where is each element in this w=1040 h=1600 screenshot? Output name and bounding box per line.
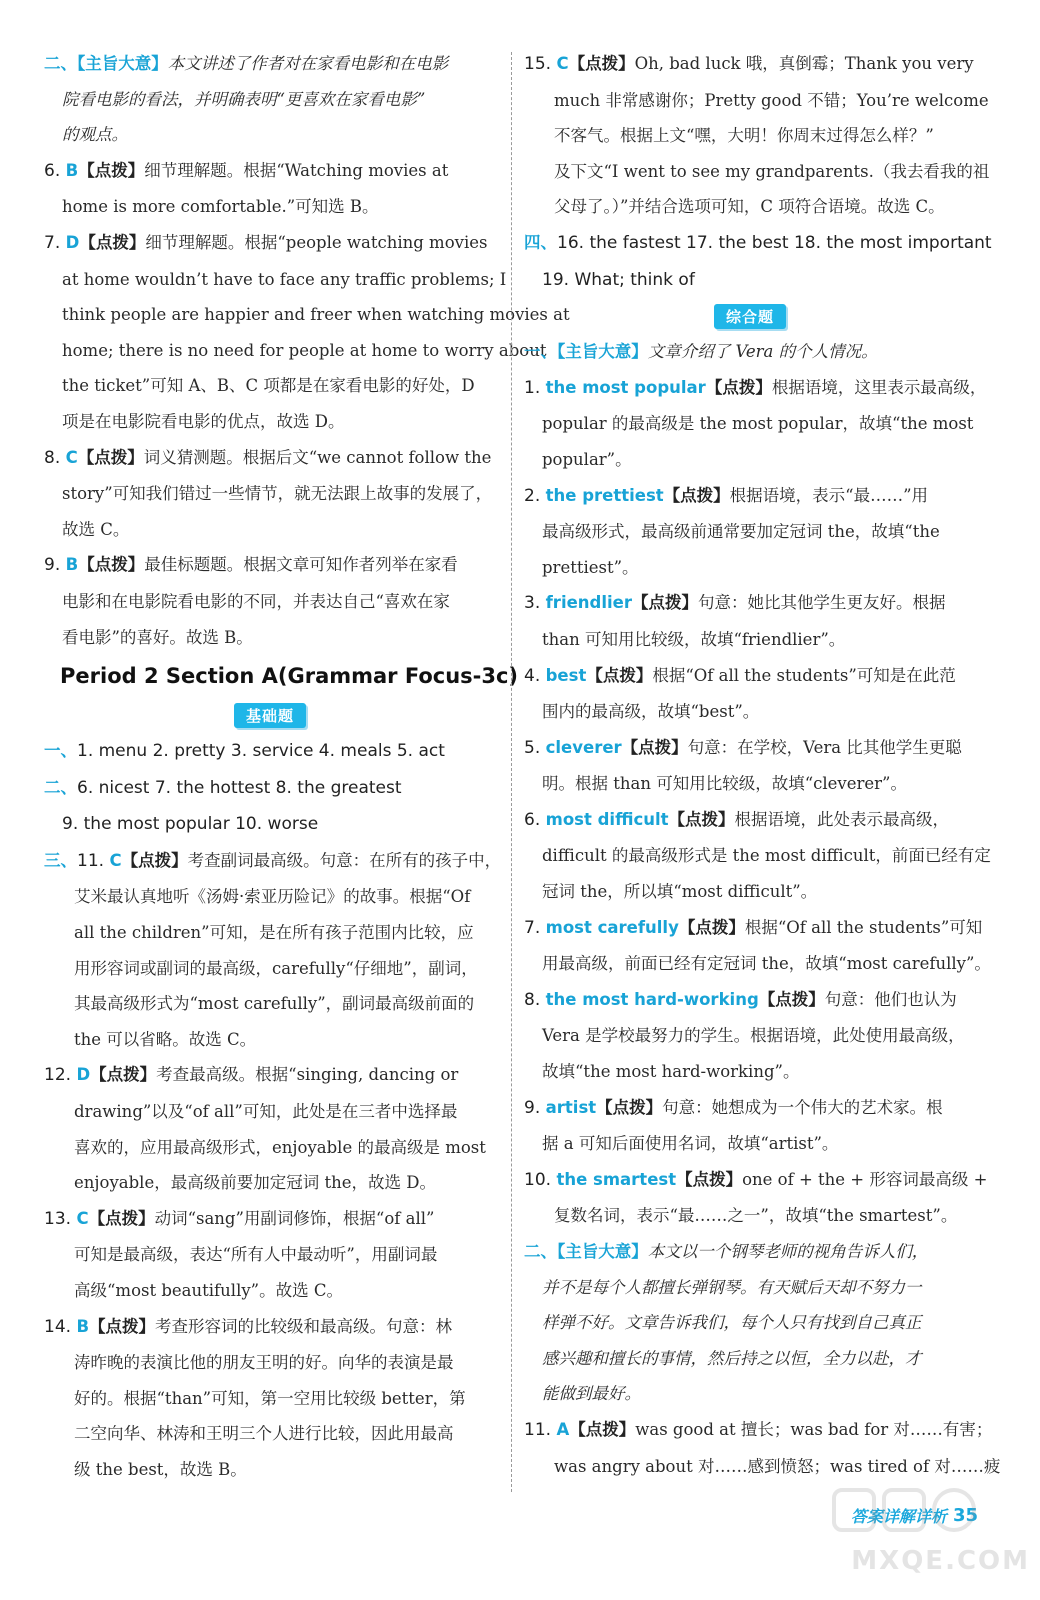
text-line <box>44 620 496 656</box>
text-span: home; there is no need for people at home to worry about <box>62 340 547 360</box>
text-span: home is more comfortable.”可知选 B。 <box>62 197 379 217</box>
text-line <box>524 694 976 730</box>
hint-label: 【点拨】 <box>88 1208 155 1228</box>
text-line <box>524 550 976 586</box>
text-line <box>524 83 989 119</box>
answer-key: B <box>76 1316 90 1336</box>
answer-key: friendlier <box>545 593 632 613</box>
text-line <box>44 1057 496 1094</box>
text-span: 动词“sang”用副词修饰，根据“of all” <box>154 1208 435 1228</box>
text-span: 6. <box>44 160 66 181</box>
text-span: 1. <box>524 377 546 398</box>
answer-key: 二、【主旨大意】 <box>44 54 168 73</box>
hint-label: 【点拨】 <box>79 232 146 252</box>
text-line <box>524 622 976 658</box>
text-span: at home wouldn’t have to face any traffic problems; I <box>62 269 507 289</box>
text-line <box>44 1022 496 1058</box>
text-line <box>44 1094 496 1130</box>
answer-key: the most hard-working <box>545 989 759 1009</box>
text-span: 涛昨晚的表演比他的朋友王明的好。向华的表演是最 <box>74 1353 454 1373</box>
text-span: was good at 擅长；was bad for 对……有害； <box>635 1419 993 1439</box>
section-badge: 综合题 <box>714 304 786 329</box>
text-span: 文章介绍了 Vera 的个人情况。 <box>647 342 878 362</box>
text-line <box>524 262 976 299</box>
text-line <box>524 1270 976 1306</box>
text-span: 围内的最高级，故填“best”。 <box>542 702 760 722</box>
text-span: 考查副词最高级。句意：在所有的孩子中， <box>187 850 502 870</box>
text-span: than 可知用比较级，故填“friendlier”。 <box>542 629 846 649</box>
answer-key: C <box>76 1208 89 1228</box>
text-line <box>44 1237 496 1273</box>
text-span: 用最高级，前面已经有定冠词 the，故填“most carefully”。 <box>542 954 991 974</box>
text-span: 11. <box>524 1419 557 1440</box>
text-span: 不客气。根据上文“嘿，大明！你周末过得怎么样？” <box>554 126 934 146</box>
text-span: 好的。根据“than”可知，第一空用比较级 better，第 <box>74 1388 466 1408</box>
text-line <box>524 585 976 622</box>
text-span: 句意：在学校，Vera 比其他学生更聪 <box>687 737 962 757</box>
hint-label: 【点拨】 <box>89 1316 156 1336</box>
text-line <box>524 946 991 982</box>
footer-label: 答案详解详析 <box>850 1507 947 1526</box>
text-line <box>44 915 496 951</box>
hint-label: 【点拨】 <box>78 160 145 180</box>
hint-label: 【点拨】 <box>631 593 698 613</box>
text-line <box>524 1018 976 1054</box>
text-span: 9. <box>44 555 66 576</box>
text-line <box>44 843 502 880</box>
text-line <box>44 879 496 915</box>
text-span: Period 2 Section A(Grammar Focus-3c) <box>60 664 519 689</box>
watermark-logo-icon <box>830 1482 980 1542</box>
hint-label: 【点拨】 <box>621 737 688 757</box>
answer-key: the smartest <box>556 1169 677 1189</box>
text-span: 本文讲述了作者对在家看电影和在电影 <box>167 54 449 73</box>
text-span: 11. <box>77 850 110 871</box>
text-span: 故填“the most hard-working”。 <box>542 1062 800 1082</box>
text-span: 9. the most popular 10. worse <box>62 814 319 835</box>
text-span: one of + the + 形容词最高级 + <box>742 1169 988 1189</box>
text-span: 细节理解题。根据“Watching movies at <box>144 160 449 180</box>
text-span: 艾米最认真地听《汤姆·索亚历险记》的故事。根据“Of <box>74 887 471 907</box>
text-span: 考查形容词的比较级和最高级。句意：林 <box>155 1316 453 1336</box>
text-span: 冠词 the，所以填“most difficult”。 <box>542 882 818 902</box>
text-span: 根据语境，这里表示最高级， <box>771 377 987 397</box>
text-line <box>44 46 496 82</box>
text-line <box>44 547 496 584</box>
text-span: popular”。 <box>542 449 632 469</box>
text-span: 用形容词或副词的最高级，carefully“仔细地”，副词， <box>74 958 478 978</box>
text-line <box>44 1273 496 1309</box>
hint-label: 【点拨】 <box>668 809 735 829</box>
text-span: enjoyable，最高级前要加定冠词 the，故选 D。 <box>74 1173 436 1193</box>
answer-key: C <box>109 850 122 870</box>
text-line <box>44 1130 496 1166</box>
answer-key: artist <box>545 1097 597 1117</box>
text-span: 根据语境，表示“最……”用 <box>729 485 929 505</box>
text-span: 根据“Of all the students”可知是在此范 <box>652 665 956 685</box>
text-line <box>524 1376 976 1412</box>
text-line <box>524 46 976 83</box>
text-line <box>524 838 991 874</box>
text-span: 6. <box>524 809 546 830</box>
text-span: 的观点。 <box>62 125 128 145</box>
answer-key: 二、【主旨大意】 <box>524 1242 648 1261</box>
text-span: 本文以一个钢琴老师的视角告诉人们， <box>647 1242 929 1261</box>
section-badge-wrap <box>524 298 976 334</box>
text-span: 1. menu 2. pretty 3. service 4. meals 5. act <box>77 741 445 762</box>
text-span: 14. <box>44 1316 77 1337</box>
text-span: 最高级形式，最高级前通常要加定冠词 the，故填“the <box>542 522 940 542</box>
text-line <box>524 802 976 839</box>
text-span: much 非常感谢你；Pretty good 不错；You’re welcome <box>554 90 989 110</box>
text-line <box>524 1234 976 1270</box>
text-span: 复数名词，表示“最……之一”，故填“the smartest”。 <box>554 1206 958 1226</box>
text-line <box>524 442 976 478</box>
text-line <box>524 730 976 767</box>
text-span: 级 the best，故选 B。 <box>74 1459 247 1479</box>
text-span: 16. the fastest 17. the best 18. the most important <box>557 232 992 253</box>
answer-key: best <box>545 665 587 685</box>
text-span: 句意：她想成为一个伟大的艺术家。根 <box>662 1097 943 1117</box>
text-line <box>524 118 976 154</box>
hint-label: 【点拨】 <box>705 377 772 397</box>
text-line <box>524 1090 976 1127</box>
answer-key: 四、 <box>524 232 557 252</box>
text-span: was angry about 对……感到愤怒；was tired of 对……疲 <box>554 1456 1001 1476</box>
answer-key: most difficult <box>545 809 669 829</box>
text-span: all the children”可知，是在所有孩子范围内比较，应 <box>74 923 474 943</box>
hint-label: 【点拨】 <box>569 1419 636 1439</box>
text-line <box>524 1305 976 1341</box>
text-line <box>44 806 496 843</box>
text-span: 10. <box>524 1169 557 1190</box>
text-span: 8. <box>524 989 546 1010</box>
text-span: 6. nicest 7. the hottest 8. the greatest <box>77 777 402 798</box>
text-span: 13. <box>44 1208 77 1229</box>
text-span: 8. <box>44 447 66 468</box>
answer-key: C <box>556 54 569 73</box>
text-span: Oh, bad luck 哦，真倒霉；Thank you very <box>634 54 974 73</box>
text-span: 句意：她比其他学生更友好。根据 <box>697 593 946 613</box>
text-span: 12. <box>44 1065 77 1086</box>
text-line <box>44 584 496 620</box>
text-span: 7. <box>44 232 66 253</box>
text-line <box>44 1201 496 1238</box>
text-span: 院看电影的看法，并明确表明“更喜欢在家看电影” <box>62 89 426 109</box>
text-line <box>524 154 990 190</box>
text-line <box>524 406 976 442</box>
text-span: 句意：他们也认为 <box>824 989 957 1009</box>
text-span: 15. <box>524 54 557 74</box>
text-line <box>524 1198 976 1234</box>
page-number: 35 <box>952 1505 978 1526</box>
hint-label: 【点拨】 <box>568 54 635 73</box>
text-line <box>44 1345 496 1381</box>
answer-key: 三、 <box>44 850 77 870</box>
text-span: 感兴趣和擅长的事情，然后持之以恒，全力以赴，才 <box>542 1348 922 1368</box>
text-line <box>44 733 496 770</box>
text-line <box>44 1309 496 1346</box>
text-line <box>44 1452 496 1488</box>
text-span: the 可以省略。故选 C。 <box>74 1029 257 1049</box>
answer-key: D <box>65 232 80 252</box>
text-line <box>524 910 983 947</box>
text-line <box>524 370 987 407</box>
text-span: 7. <box>524 917 546 938</box>
answer-key: D <box>76 1065 91 1085</box>
text-line <box>44 404 496 440</box>
text-span: 考查最高级。根据“singing, dancing or <box>156 1065 459 1085</box>
text-line <box>44 225 496 262</box>
text-span: 高级“most beautifully”。故选 C。 <box>74 1281 343 1300</box>
text-line <box>524 1341 976 1377</box>
text-line <box>44 262 507 298</box>
text-span: 看电影”的喜好。故选 B。 <box>62 627 253 647</box>
text-line <box>44 1381 496 1417</box>
hint-label: 【点拨】 <box>676 1169 743 1189</box>
text-span: 父母了。）”并结合选项可知，C 项符合语境。故选 C。 <box>554 197 945 217</box>
text-span: think people are happier and freer when watching movies at <box>62 305 570 325</box>
text-line <box>524 1412 993 1449</box>
text-line <box>44 1165 496 1201</box>
text-span: 9. <box>524 1097 546 1118</box>
hint-label: 【点拨】 <box>663 485 730 505</box>
text-span: Vera 是学校最努力的学生。根据语境，此处使用最高级， <box>542 1026 965 1046</box>
text-span: 及下文“I went to see my grandparents.（我去看我的祖 <box>554 161 990 181</box>
text-line <box>524 1126 976 1162</box>
text-line <box>524 478 976 515</box>
text-span: 项是在电影院看电影的优点，故选 D。 <box>62 411 345 431</box>
text-span: 最佳标题题。根据文章可知作者列举在家看 <box>144 555 458 575</box>
text-line <box>44 117 496 153</box>
column-divider <box>511 52 512 1492</box>
text-span: 根据语境，此处表示最高级， <box>734 809 950 829</box>
text-span: difficult 的最高级形式是 the most difficult，前面已经有定 <box>542 846 991 866</box>
answer-key: B <box>65 555 79 575</box>
text-span: 二空向华、林涛和王明三个人进行比较，因此用最高 <box>74 1424 454 1444</box>
text-span: story”可知我们错过一些情节，就无法跟上故事的发展了， <box>62 484 493 504</box>
text-line <box>524 189 976 225</box>
text-line <box>524 1162 988 1199</box>
text-span: 19. What; think of <box>542 269 695 290</box>
text-line <box>44 189 496 225</box>
answer-key: 二、 <box>44 777 77 797</box>
text-span: 根据“Of all the students”可知 <box>744 917 983 937</box>
text-line <box>44 476 496 512</box>
text-span: 5. <box>524 737 546 758</box>
text-line <box>524 334 976 370</box>
text-line <box>524 982 976 1019</box>
text-span: 词义猜测题。根据后文“we cannot follow the <box>143 447 492 467</box>
text-span: 故选 C。 <box>62 519 130 539</box>
text-line <box>44 368 496 404</box>
text-line <box>44 440 496 477</box>
text-span: 能做到最好。 <box>542 1384 641 1404</box>
answer-key: B <box>65 160 79 180</box>
text-line <box>524 514 976 550</box>
answer-key: the most popular <box>545 377 706 397</box>
text-span: popular 的最高级是 the most popular，故填“the most <box>542 414 974 434</box>
text-line <box>44 512 496 548</box>
text-span: 喜欢的，应用最高级形式，enjoyable 的最高级是 most <box>74 1137 486 1157</box>
hint-label: 【点拨】 <box>77 447 144 467</box>
hint-label: 【点拨】 <box>586 665 653 685</box>
answer-key: 一、 <box>44 741 77 761</box>
text-span: 3. <box>524 593 546 614</box>
text-line <box>44 297 570 333</box>
text-line <box>44 770 496 807</box>
text-span: the ticket”可知 A、B、C 项都是在家看电影的好处，D <box>62 376 475 396</box>
watermark-text: MXQE.COM <box>851 1546 1030 1576</box>
hint-label: 【点拨】 <box>90 1065 157 1085</box>
text-span: prettiest”。 <box>542 557 639 577</box>
answer-key: cleverer <box>545 737 622 757</box>
hint-label: 【点拨】 <box>678 917 745 937</box>
right-column <box>524 46 1001 1484</box>
text-line <box>524 1449 1001 1485</box>
text-span: 2. <box>524 485 546 506</box>
answer-key: 一、【主旨大意】 <box>524 342 648 362</box>
text-span: 据 a 可知后面使用名词，故填“artist”。 <box>542 1134 839 1154</box>
hint-label: 【点拨】 <box>758 989 825 1009</box>
text-span: 电影和在电影院看电影的不同，并表达自己“喜欢在家 <box>62 591 450 611</box>
section-badge-wrap <box>44 697 496 733</box>
text-line <box>44 1416 496 1452</box>
text-span: 细节理解题。根据“people watching movies <box>145 232 488 252</box>
section-heading <box>44 655 519 697</box>
text-span: 明。根据 than 可知用比较级，故填“cleverer”。 <box>542 774 907 794</box>
text-span: 可知是最高级，表达“所有人中最动听”，用副词最 <box>74 1245 438 1265</box>
text-line <box>524 766 976 802</box>
text-line <box>44 951 496 987</box>
text-line <box>524 658 976 695</box>
text-span: 其最高级形式为“most carefully”，副词最高级前面的 <box>74 994 475 1014</box>
hint-label: 【点拨】 <box>78 555 145 575</box>
text-span: drawing”以及“of all”可知，此处是在三者中选择最 <box>74 1102 458 1122</box>
text-line <box>44 153 496 190</box>
text-line <box>524 874 976 910</box>
text-span: 样弹不好。文章告诉我们，每个人只有找到自己真正 <box>542 1313 922 1333</box>
answer-key: most carefully <box>545 917 679 937</box>
text-line <box>44 82 496 118</box>
answer-key: the prettiest <box>545 485 664 505</box>
text-span: 4. <box>524 665 546 686</box>
section-badge: 基础题 <box>234 703 306 728</box>
answer-key: C <box>65 447 78 467</box>
hint-label: 【点拨】 <box>596 1097 663 1117</box>
text-line <box>524 225 992 262</box>
text-line <box>44 333 547 369</box>
text-line <box>524 1054 976 1090</box>
answer-key: A <box>556 1419 570 1439</box>
text-line <box>44 986 496 1022</box>
text-span: 并不是每个人都擅长弹钢琴。有天赋后天却不努力一 <box>542 1277 922 1297</box>
hint-label: 【点拨】 <box>121 850 188 870</box>
